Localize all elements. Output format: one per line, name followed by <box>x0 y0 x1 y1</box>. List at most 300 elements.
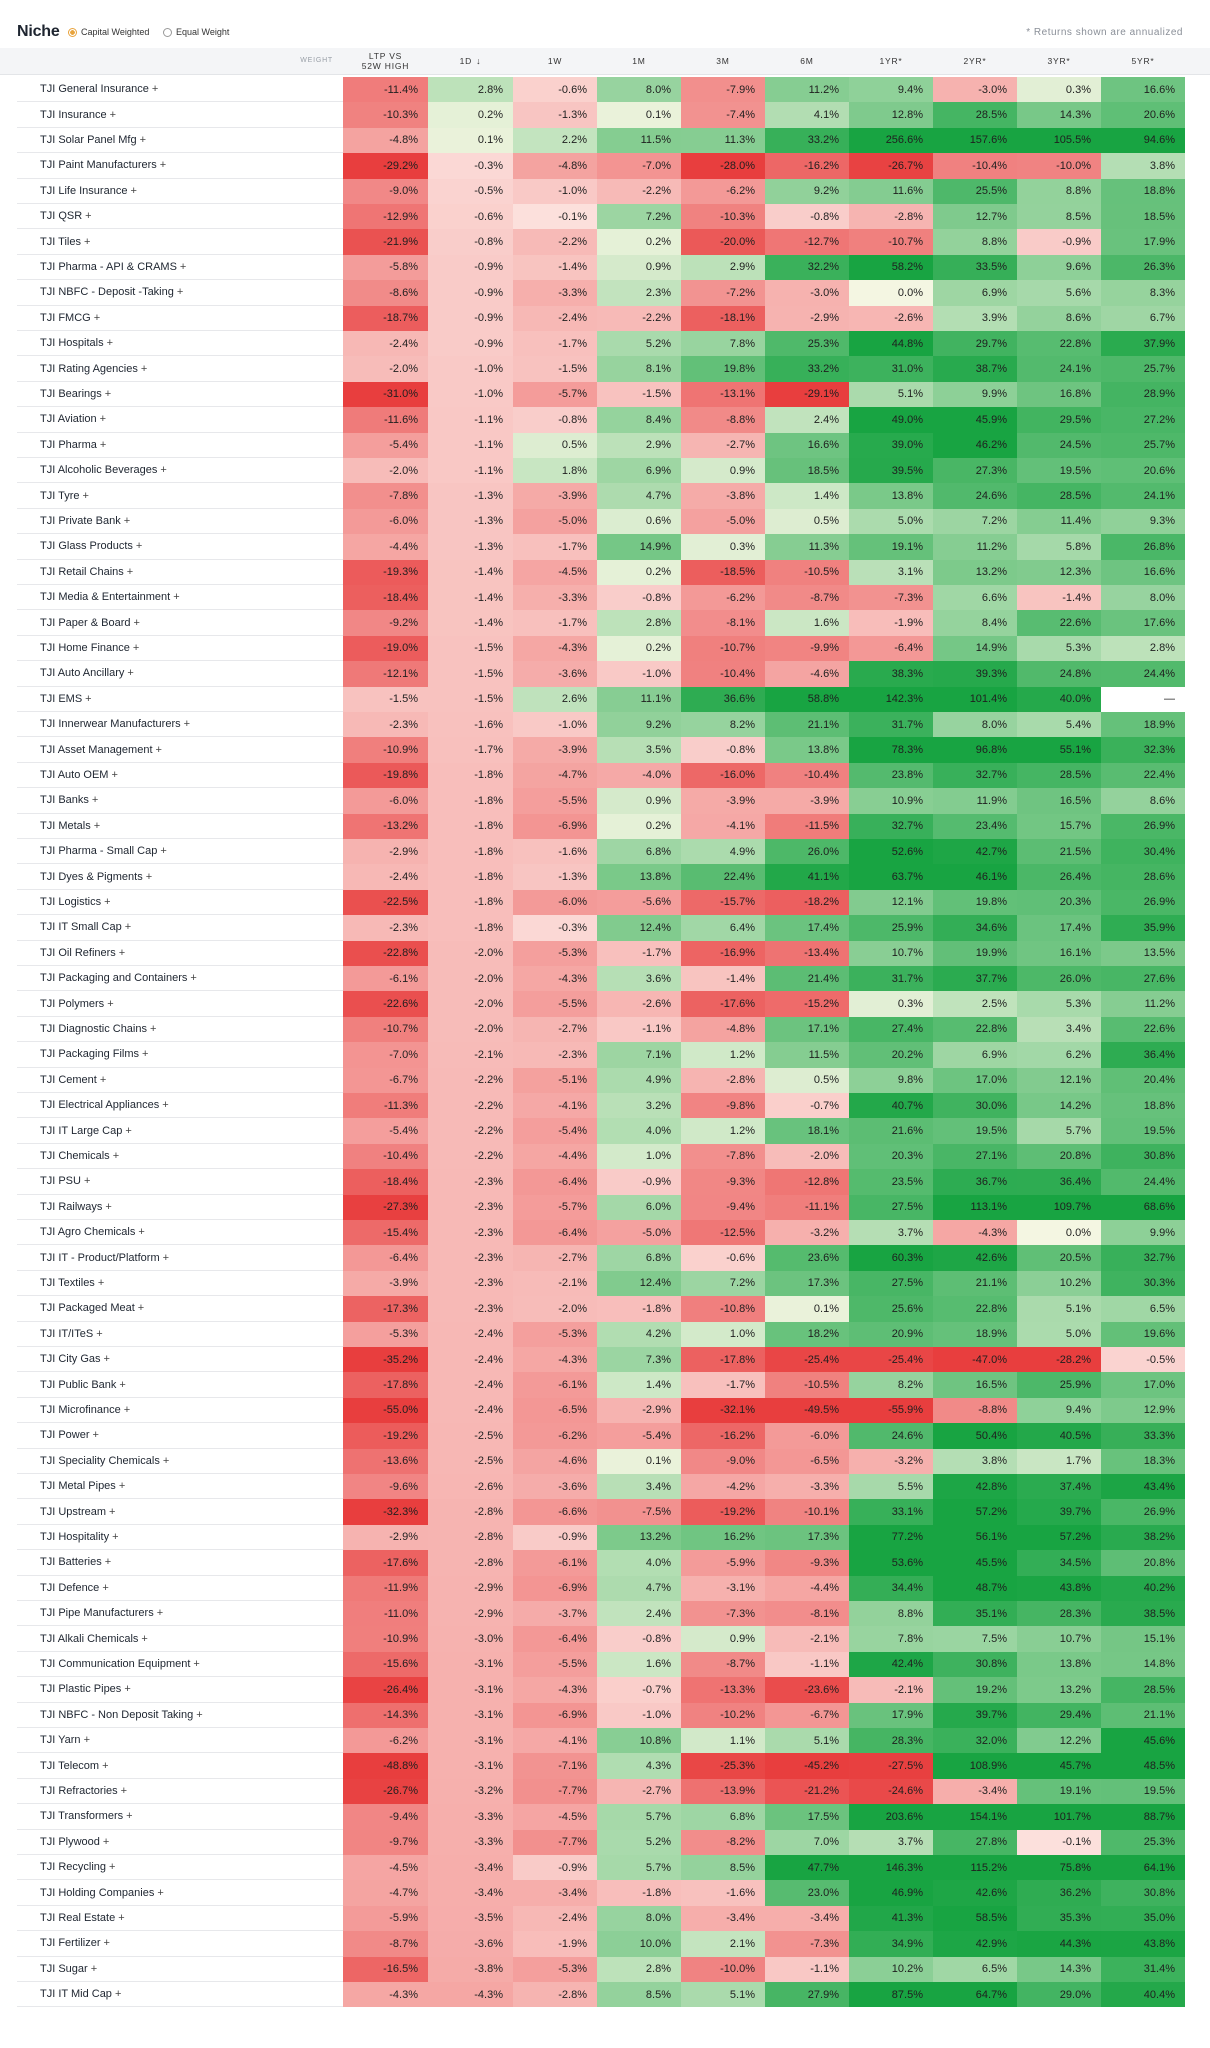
return-cell-ltp-vs-52w-high: -2.3% <box>343 712 428 737</box>
expand-plus-icon[interactable]: + <box>137 1302 145 1315</box>
niche-name-link[interactable] <box>17 1576 363 1601</box>
niche-name-link[interactable] <box>17 1652 363 1677</box>
niche-name-link[interactable] <box>17 204 363 229</box>
return-cell-3m: 0.9% <box>681 458 765 483</box>
return-cell-3yr: 20.5% <box>1017 1245 1101 1270</box>
return-cell-1d: -1.0% <box>428 356 513 381</box>
niche-name-link[interactable] <box>17 1499 363 1524</box>
niche-name-link[interactable] <box>17 1525 363 1550</box>
return-cell-3yr: 39.7% <box>1017 1499 1101 1524</box>
return-cell-6m: 11.3% <box>765 534 849 559</box>
expand-plus-icon[interactable]: + <box>145 870 153 883</box>
niche-name-link[interactable] <box>17 1474 363 1499</box>
niche-name-link[interactable] <box>17 102 363 127</box>
return-cell-1yr: -26.7% <box>849 153 933 178</box>
expand-plus-icon[interactable]: + <box>109 108 117 121</box>
niche-name-link[interactable] <box>17 1779 363 1804</box>
return-cell-2yr: 23.4% <box>933 814 1017 839</box>
niche-name-link[interactable] <box>17 915 363 940</box>
return-cell-1w: -0.9% <box>513 1525 597 1550</box>
return-cell-ltp-vs-52w-high: -2.0% <box>343 356 428 381</box>
return-cell-2yr: 30.0% <box>933 1093 1017 1118</box>
return-cell-1d: -2.2% <box>428 1118 513 1143</box>
expand-plus-icon[interactable]: + <box>126 1810 133 1823</box>
return-cell-1d: -1.1% <box>428 407 513 432</box>
niche-name-link[interactable] <box>17 331 363 356</box>
return-cell-5yr: 19.5% <box>1101 1779 1185 1804</box>
return-cell-6m: -2.0% <box>765 1144 849 1169</box>
return-cell-6m: 41.1% <box>765 864 849 889</box>
return-cell-ltp-vs-52w-high: -19.3% <box>343 560 428 585</box>
return-cell-1m: 0.2% <box>597 229 681 254</box>
return-cell-1yr: 9.4% <box>849 77 933 102</box>
niche-name-link[interactable] <box>17 1423 363 1448</box>
niche-name-link[interactable] <box>17 1830 363 1855</box>
return-cell-1yr: 20.3% <box>849 1144 933 1169</box>
niche-name-link[interactable] <box>17 1195 363 1220</box>
expand-plus-icon[interactable]: + <box>156 1607 164 1620</box>
return-cell-1w: -6.2% <box>513 1423 597 1448</box>
return-cell-1yr: 13.8% <box>849 483 933 508</box>
expand-plus-icon[interactable]: + <box>105 1200 112 1213</box>
table-row <box>0 1322 1210 1347</box>
expand-plus-icon[interactable]: + <box>130 184 137 197</box>
niche-name-link[interactable] <box>17 280 363 305</box>
return-cell-ltp-vs-52w-high: -6.1% <box>343 966 428 991</box>
expand-plus-icon[interactable]: + <box>112 1149 120 1162</box>
return-cell-1m: 3.5% <box>597 737 681 762</box>
expand-plus-icon[interactable]: + <box>142 1048 149 1061</box>
column-header-5yr[interactable] <box>1101 48 1185 74</box>
expand-plus-icon[interactable]: + <box>104 387 112 400</box>
niche-name-link[interactable] <box>17 763 363 788</box>
niche-name-link[interactable] <box>17 509 363 534</box>
expand-plus-icon[interactable]: + <box>193 1657 200 1670</box>
return-cell-1d: -1.8% <box>428 890 513 915</box>
niche-name-link[interactable] <box>17 610 363 635</box>
niche-name-link[interactable] <box>17 788 363 813</box>
expand-plus-icon[interactable]: + <box>90 1962 98 1975</box>
return-cell-1d: -1.3% <box>428 534 513 559</box>
niche-name-link[interactable] <box>17 1550 363 1575</box>
table-row <box>0 1906 1210 1931</box>
expand-plus-icon[interactable]: + <box>92 1429 99 1442</box>
niche-name-link[interactable] <box>17 1703 363 1728</box>
radio-selected-icon[interactable] <box>68 28 77 37</box>
expand-plus-icon[interactable]: + <box>97 1276 105 1289</box>
expand-plus-icon[interactable]: + <box>162 1251 170 1264</box>
return-cell-3yr: 12.2% <box>1017 1728 1101 1753</box>
return-cell-1yr: 42.4% <box>849 1652 933 1677</box>
return-cell-5yr: 94.6% <box>1101 128 1185 153</box>
niche-name-link[interactable] <box>17 1804 363 1829</box>
return-cell-1d: -2.3% <box>428 1195 513 1220</box>
expand-plus-icon[interactable]: + <box>160 845 167 858</box>
niche-name-link[interactable] <box>17 1169 363 1194</box>
expand-plus-icon[interactable]: + <box>99 438 107 451</box>
expand-plus-icon[interactable]: + <box>118 1911 125 1924</box>
return-cell-1m: -1.0% <box>597 1703 681 1728</box>
niche-name-link[interactable] <box>17 814 363 839</box>
return-cell-2yr: -8.8% <box>933 1398 1017 1423</box>
return-cell-1m: 3.6% <box>597 966 681 991</box>
return-cell-1m: 8.4% <box>597 407 681 432</box>
niche-name-link[interactable] <box>17 229 363 254</box>
return-cell-1yr: 31.0% <box>849 356 933 381</box>
return-cell-1d: -3.1% <box>428 1728 513 1753</box>
return-cell-1yr: 7.8% <box>849 1626 933 1651</box>
return-cell-ltp-vs-52w-high: -19.2% <box>343 1423 428 1448</box>
niche-name-link[interactable] <box>17 1347 363 1372</box>
expand-plus-icon[interactable]: + <box>93 819 101 832</box>
niche-name-link[interactable] <box>17 483 363 508</box>
niche-name-link[interactable] <box>17 890 363 915</box>
return-cell-3m: -4.8% <box>681 1017 765 1042</box>
niche-name-link[interactable] <box>17 1042 363 1067</box>
return-cell-1w: -7.1% <box>513 1753 597 1778</box>
expand-plus-icon[interactable]: + <box>103 1937 110 1950</box>
return-cell-3yr: 5.8% <box>1017 534 1101 559</box>
expand-plus-icon[interactable]: + <box>196 1708 203 1721</box>
expand-plus-icon[interactable]: + <box>124 1683 131 1696</box>
return-cell-6m: 17.1% <box>765 1017 849 1042</box>
return-cell-1w: -4.6% <box>513 1449 597 1474</box>
column-header-3m[interactable] <box>681 48 765 74</box>
niche-name-link[interactable] <box>17 1322 363 1347</box>
return-cell-1w: -2.2% <box>513 229 597 254</box>
expand-plus-icon[interactable]: + <box>162 1099 169 1112</box>
expand-plus-icon[interactable]: + <box>83 1734 90 1747</box>
column-header-2yr[interactable] <box>933 48 1017 74</box>
expand-plus-icon[interactable]: + <box>102 1759 109 1772</box>
return-cell-5yr: 18.5% <box>1101 204 1185 229</box>
expand-plus-icon[interactable]: + <box>138 1226 145 1239</box>
expand-plus-icon[interactable]: + <box>102 1581 109 1594</box>
niche-name-link[interactable] <box>17 407 363 432</box>
return-cell-1w: -4.3% <box>513 1677 597 1702</box>
niche-name-link[interactable] <box>17 1626 363 1651</box>
niche-name-link[interactable] <box>17 1144 363 1169</box>
return-cell-2yr: 2.5% <box>933 991 1017 1016</box>
niche-name-link[interactable] <box>17 864 363 889</box>
column-header-label: 1W <box>547 56 563 66</box>
niche-name-link[interactable] <box>17 839 363 864</box>
return-cell-1w: -1.7% <box>513 331 597 356</box>
return-cell-1yr: 60.3% <box>849 1245 933 1270</box>
return-cell-6m: 4.1% <box>765 102 849 127</box>
return-cell-1d: -2.8% <box>428 1499 513 1524</box>
expand-plus-icon[interactable]: + <box>118 1480 126 1493</box>
niche-name-link[interactable] <box>17 1906 363 1931</box>
capital-weighted-option[interactable] <box>68 27 149 37</box>
expand-plus-icon[interactable]: + <box>140 362 148 375</box>
expand-plus-icon[interactable]: + <box>107 997 114 1010</box>
niche-name-link[interactable] <box>17 306 363 331</box>
niche-name: TJI Microfinance <box>40 1403 121 1416</box>
return-cell-3m: -9.8% <box>681 1093 765 1118</box>
return-cell-1w: -4.3% <box>513 966 597 991</box>
expand-plus-icon[interactable]: + <box>104 1556 112 1569</box>
niche-name-link[interactable] <box>17 737 363 762</box>
return-cell-2yr: 8.8% <box>933 229 1017 254</box>
return-cell-1w: -5.7% <box>513 1195 597 1220</box>
niche-name-link[interactable] <box>17 1982 363 2007</box>
table-row <box>0 941 1210 966</box>
expand-plus-icon[interactable]: + <box>96 1327 103 1340</box>
expand-plus-icon[interactable]: + <box>91 794 99 807</box>
expand-plus-icon[interactable]: + <box>125 1124 132 1137</box>
return-cell-2yr: 57.2% <box>933 1499 1017 1524</box>
niche-name: TJI Textiles <box>40 1276 95 1289</box>
niche-name-link[interactable] <box>17 1220 363 1245</box>
return-cell-1w: -1.0% <box>513 179 597 204</box>
expand-plus-icon[interactable]: + <box>141 1632 148 1645</box>
niche-name-link[interactable] <box>17 1118 363 1143</box>
niche-name-link[interactable] <box>17 1449 363 1474</box>
niche-name-link[interactable] <box>17 1957 363 1982</box>
niche-name-link[interactable] <box>17 1017 363 1042</box>
expand-plus-icon[interactable]: + <box>82 489 89 502</box>
niche-name-link[interactable] <box>17 1753 363 1778</box>
column-header-label: 1D <box>459 56 473 66</box>
return-cell-1yr: 77.2% <box>849 1525 933 1550</box>
expand-plus-icon[interactable]: + <box>109 1505 116 1518</box>
niche-name-link[interactable] <box>17 585 363 610</box>
niche-name-link[interactable] <box>17 128 363 153</box>
return-cell-3m: -1.6% <box>681 1880 765 1905</box>
expand-plus-icon[interactable]: + <box>132 641 140 654</box>
expand-plus-icon[interactable]: + <box>109 1861 116 1874</box>
niche-name-link[interactable] <box>17 356 363 381</box>
return-cell-2yr: 7.5% <box>933 1626 1017 1651</box>
expand-plus-icon[interactable]: + <box>123 1403 131 1416</box>
expand-plus-icon[interactable]: + <box>103 1353 110 1366</box>
niche-name-link[interactable] <box>17 534 363 559</box>
expand-plus-icon[interactable]: + <box>99 413 107 426</box>
column-header-1d[interactable] <box>428 48 513 74</box>
return-cell-1yr: 53.6% <box>849 1550 933 1575</box>
return-cell-3m: 22.4% <box>681 864 765 889</box>
expand-plus-icon[interactable]: + <box>106 337 114 350</box>
niche-name-link[interactable] <box>17 687 363 712</box>
expand-plus-icon[interactable]: + <box>190 972 197 985</box>
return-cell-1m: 2.9% <box>597 433 681 458</box>
expand-plus-icon[interactable]: + <box>135 540 143 553</box>
column-header-3yr[interactable] <box>1017 48 1101 74</box>
return-cell-3yr: 36.2% <box>1017 1880 1101 1905</box>
niche-name-link[interactable] <box>17 1931 363 1956</box>
return-cell-2yr: 17.0% <box>933 1068 1017 1093</box>
return-cell-1yr: 5.5% <box>849 1474 933 1499</box>
niche-name-link[interactable] <box>17 1880 363 1905</box>
expand-plus-icon[interactable]: + <box>93 311 101 324</box>
return-cell-1d: -2.8% <box>428 1525 513 1550</box>
return-cell-6m: -3.0% <box>765 280 849 305</box>
expand-plus-icon[interactable]: + <box>104 895 111 908</box>
return-cell-1d: -1.0% <box>428 382 513 407</box>
niche-name: TJI City Gas <box>40 1353 101 1366</box>
expand-plus-icon[interactable]: + <box>124 921 132 934</box>
column-header-1m[interactable] <box>597 48 681 74</box>
return-cell-5yr: 27.2% <box>1101 407 1185 432</box>
table-row <box>0 1779 1210 1804</box>
return-cell-ltp-vs-52w-high: -6.4% <box>343 1245 428 1270</box>
expand-plus-icon[interactable]: + <box>173 591 180 604</box>
return-cell-6m: 33.2% <box>765 356 849 381</box>
return-cell-1w: -0.9% <box>513 1855 597 1880</box>
return-cell-2yr: -3.4% <box>933 1779 1017 1804</box>
return-cell-ltp-vs-52w-high: -10.7% <box>343 1017 428 1042</box>
expand-plus-icon[interactable]: + <box>155 743 162 756</box>
return-cell-1d: -1.4% <box>428 585 513 610</box>
niche-name-link[interactable] <box>17 1677 363 1702</box>
return-cell-5yr: 18.9% <box>1101 712 1185 737</box>
expand-plus-icon[interactable]: + <box>85 692 92 705</box>
niche-name: TJI Packaging Films <box>40 1048 140 1061</box>
return-cell-1yr: 24.6% <box>849 1423 933 1448</box>
return-cell-3yr: 105.5% <box>1017 128 1101 153</box>
expand-plus-icon[interactable]: + <box>133 616 140 629</box>
niche-name-link[interactable] <box>17 1601 363 1626</box>
table-row <box>0 1296 1210 1321</box>
niche-name-link[interactable] <box>17 1245 363 1270</box>
niche-name-link[interactable] <box>17 255 363 280</box>
niche-name-link[interactable] <box>17 433 363 458</box>
return-cell-3yr: 8.8% <box>1017 179 1101 204</box>
return-cell-5yr: 25.3% <box>1101 1830 1185 1855</box>
expand-plus-icon[interactable]: + <box>99 1073 107 1086</box>
return-cell-5yr: 30.8% <box>1101 1144 1185 1169</box>
niche-name-link[interactable] <box>17 661 363 686</box>
expand-plus-icon[interactable]: + <box>179 260 187 273</box>
expand-plus-icon[interactable]: + <box>102 1835 110 1848</box>
niche-name-link[interactable] <box>17 458 363 483</box>
niche-name-link[interactable] <box>17 1398 363 1423</box>
return-cell-2yr: 32.7% <box>933 763 1017 788</box>
expand-plus-icon[interactable]: + <box>114 1988 122 2001</box>
return-cell-5yr: 22.4% <box>1101 763 1185 788</box>
return-cell-3m: 7.2% <box>681 1271 765 1296</box>
return-cell-2yr: 36.7% <box>933 1169 1017 1194</box>
return-cell-1m: 0.9% <box>597 255 681 280</box>
niche-name-link[interactable] <box>17 1855 363 1880</box>
return-cell-3m: 1.0% <box>681 1322 765 1347</box>
expand-plus-icon[interactable]: + <box>126 565 134 578</box>
expand-plus-icon[interactable]: + <box>159 159 167 172</box>
return-cell-1d: -1.8% <box>428 839 513 864</box>
expand-plus-icon[interactable]: + <box>151 83 159 96</box>
return-cell-6m: 17.3% <box>765 1525 849 1550</box>
return-cell-2yr: 6.9% <box>933 280 1017 305</box>
expand-plus-icon[interactable]: + <box>183 718 191 731</box>
return-cell-3yr: 13.8% <box>1017 1652 1101 1677</box>
column-header-1yr[interactable] <box>849 48 933 74</box>
expand-plus-icon[interactable]: + <box>127 667 134 680</box>
return-cell-6m: 33.2% <box>765 128 849 153</box>
return-cell-1w: -2.4% <box>513 1906 597 1931</box>
capital-weighted-label: Capital Weighted <box>81 27 150 37</box>
expand-plus-icon[interactable]: + <box>176 286 184 299</box>
table-row <box>0 1957 1210 1982</box>
return-cell-3yr: -0.1% <box>1017 1830 1101 1855</box>
table-row <box>0 1982 1210 2007</box>
return-cell-1d: -2.3% <box>428 1220 513 1245</box>
return-cell-1yr: 10.7% <box>849 941 933 966</box>
return-cell-1m: 3.4% <box>597 1474 681 1499</box>
return-cell-5yr: 21.1% <box>1101 1703 1185 1728</box>
expand-plus-icon[interactable]: + <box>85 210 92 223</box>
expand-plus-icon[interactable]: + <box>123 514 131 527</box>
return-cell-2yr: 45.5% <box>933 1550 1017 1575</box>
niche-name-link[interactable] <box>17 560 363 585</box>
niche-name-link[interactable] <box>17 712 363 737</box>
niche-name: TJI QSR <box>40 210 83 223</box>
expand-plus-icon[interactable]: + <box>160 464 167 477</box>
niche-name-link[interactable] <box>17 991 363 1016</box>
expand-plus-icon[interactable]: + <box>162 1454 170 1467</box>
return-cell-3m: -12.5% <box>681 1220 765 1245</box>
table-row <box>0 1728 1210 1753</box>
niche-name-link[interactable] <box>17 941 363 966</box>
expand-plus-icon[interactable]: + <box>119 1378 126 1391</box>
niche-name-link[interactable] <box>17 1372 363 1397</box>
equal-weight-option[interactable] <box>163 27 229 37</box>
expand-plus-icon[interactable]: + <box>83 1175 91 1188</box>
expand-plus-icon[interactable]: + <box>120 1784 128 1797</box>
niche-name-link[interactable] <box>17 179 363 204</box>
return-cell-5yr: 30.3% <box>1101 1271 1185 1296</box>
radio-unselected-icon[interactable] <box>163 28 172 37</box>
return-cell-1d: -0.9% <box>428 255 513 280</box>
table-row <box>0 433 1210 458</box>
return-cell-ltp-vs-52w-high: -22.5% <box>343 890 428 915</box>
niche-name-link[interactable] <box>17 1068 363 1093</box>
return-cell-3yr: 10.2% <box>1017 1271 1101 1296</box>
niche-name-link[interactable] <box>17 1296 363 1321</box>
return-cell-1w: -1.7% <box>513 610 597 635</box>
niche-name-link[interactable] <box>17 153 363 178</box>
column-header-6m[interactable] <box>765 48 849 74</box>
expand-plus-icon[interactable]: + <box>150 1022 157 1035</box>
expand-plus-icon[interactable]: + <box>111 768 118 781</box>
return-cell-5yr: 26.3% <box>1101 255 1185 280</box>
expand-plus-icon[interactable]: + <box>139 133 147 146</box>
return-cell-3yr: 28.5% <box>1017 763 1101 788</box>
niche-name: TJI IT Mid Cap <box>40 1988 112 2001</box>
return-cell-1m: 1.6% <box>597 1652 681 1677</box>
return-cell-ltp-vs-52w-high: -11.4% <box>343 77 428 102</box>
return-cell-5yr: 25.7% <box>1101 433 1185 458</box>
return-cell-6m: -15.2% <box>765 991 849 1016</box>
expand-plus-icon[interactable]: + <box>83 235 91 248</box>
return-cell-1w: -2.0% <box>513 1296 597 1321</box>
niche-name-link[interactable] <box>17 966 363 991</box>
return-cell-ltp-vs-52w-high: -18.4% <box>343 585 428 610</box>
niche-name-link[interactable] <box>17 1093 363 1118</box>
niche-name-link[interactable] <box>17 1271 363 1296</box>
niche-name-link[interactable] <box>17 77 363 102</box>
return-cell-3m: -10.2% <box>681 1703 765 1728</box>
column-header-ltp-vs-52w-high[interactable] <box>343 48 428 74</box>
expand-plus-icon[interactable]: + <box>157 1886 164 1899</box>
expand-plus-icon[interactable]: + <box>112 1530 119 1543</box>
column-header-1w[interactable] <box>513 48 597 74</box>
niche-name-link[interactable] <box>17 1728 363 1753</box>
expand-plus-icon[interactable]: + <box>118 946 126 959</box>
niche-name-link[interactable] <box>17 636 363 661</box>
niche-name-link[interactable] <box>17 382 363 407</box>
return-cell-1yr: 8.8% <box>849 1601 933 1626</box>
